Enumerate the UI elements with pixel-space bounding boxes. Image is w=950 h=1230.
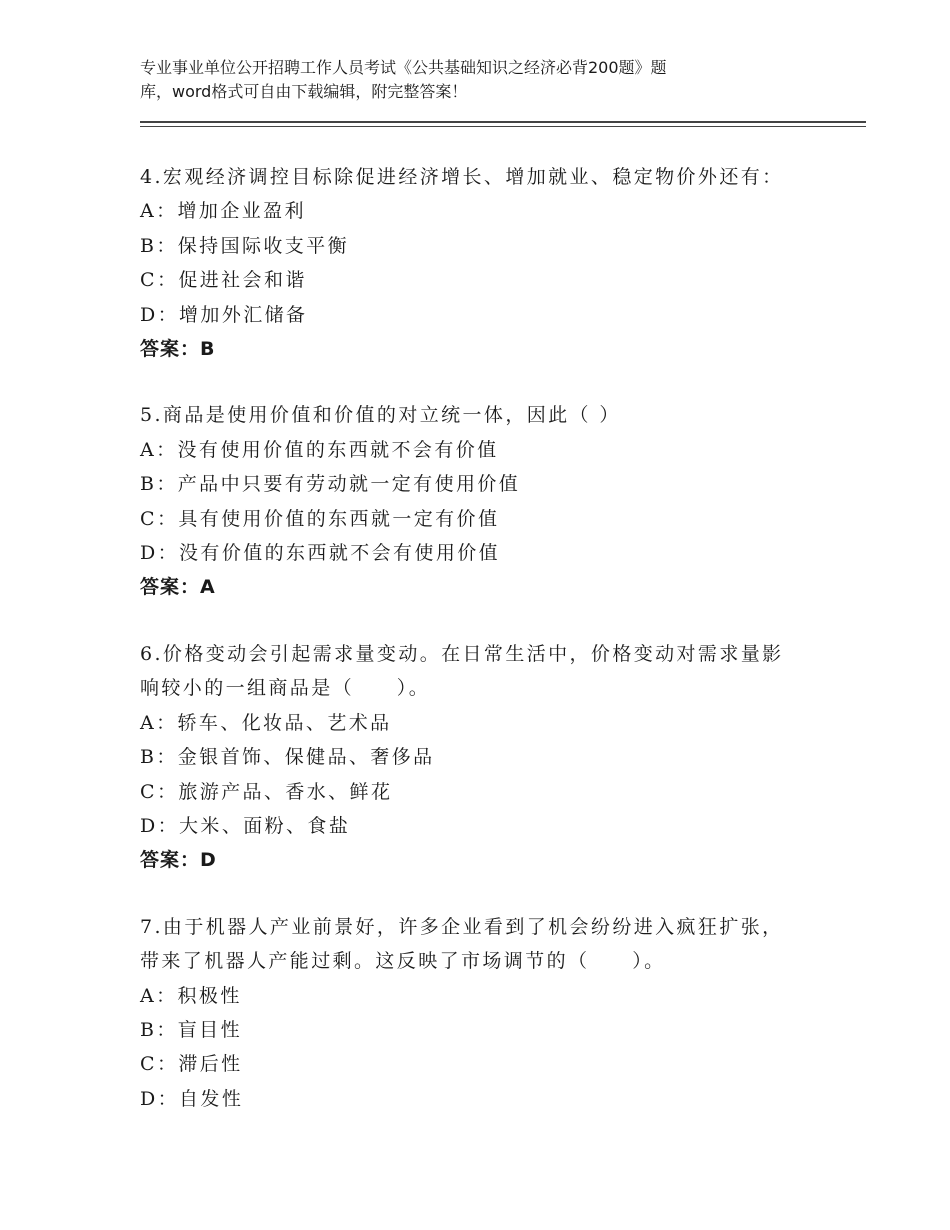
- document-header: [140, 56, 780, 104]
- question-stem: 5.商品是使用价值和价值的对立统一体，因此（ ）: [140, 404, 621, 427]
- answer-label: 答案：D: [140, 849, 217, 872]
- question-7: [140, 910, 840, 1116]
- option-b: B：产品中只要有劳动就一定有使用价值: [140, 473, 521, 496]
- option-c: C：促进社会和谐: [140, 269, 307, 292]
- question-stem: 6.价格变动会引起需求量变动。在日常生活中，价格变动对需求量影: [140, 642, 784, 665]
- option-b: B：盲目性: [140, 1018, 242, 1041]
- option-d: D：自发性: [140, 1087, 244, 1110]
- option-b: B：金银首饰、保健品、奢侈品: [140, 746, 435, 769]
- question-5: [140, 398, 840, 604]
- answer-label: 答案：B: [140, 338, 216, 361]
- question-list: [140, 160, 840, 1148]
- question-4: [140, 160, 840, 366]
- question-6: [140, 637, 840, 878]
- option-d: D：没有价值的东西就不会有使用价值: [140, 542, 501, 565]
- header-divider-thin: [140, 126, 866, 127]
- option-c: C：具有使用价值的东西就一定有价值: [140, 507, 500, 530]
- option-a: A：轿车、化妆品、艺术品: [140, 711, 392, 734]
- question-stem: 7.由于机器人产业前景好，许多企业看到了机会纷纷进入疯狂扩张，: [140, 915, 784, 938]
- question-stem-continued: 带来了机器人产能过剩。这反映了市场调节的（ ）。: [140, 950, 666, 973]
- option-d: D：增加外汇储备: [140, 303, 308, 326]
- header-divider-thick: [140, 121, 866, 123]
- option-d: D：大米、面粉、食盐: [140, 814, 351, 837]
- option-b: B：保持国际收支平衡: [140, 234, 349, 257]
- option-a: A：增加企业盈利: [140, 200, 306, 223]
- option-c: C：旅游产品、香水、鲜花: [140, 780, 393, 803]
- answer-label: 答案：A: [140, 576, 216, 599]
- question-stem: 4.宏观经济调控目标除促进经济增长、增加就业、稳定物价外还有：: [140, 166, 784, 188]
- header-title-line-2: 库，word格式可自由下载编辑，附完整答案！: [140, 82, 468, 101]
- option-a: A：积极性: [140, 984, 242, 1007]
- option-c: C：滞后性: [140, 1053, 243, 1076]
- option-a: A：没有使用价值的东西就不会有价值: [140, 438, 499, 461]
- header-title-line-1: 专业事业单位公开招聘工作人员考试《公共基础知识之经济必背200题》题: [140, 58, 667, 77]
- question-stem-continued: 响较小的一组商品是（ ）。: [140, 677, 431, 700]
